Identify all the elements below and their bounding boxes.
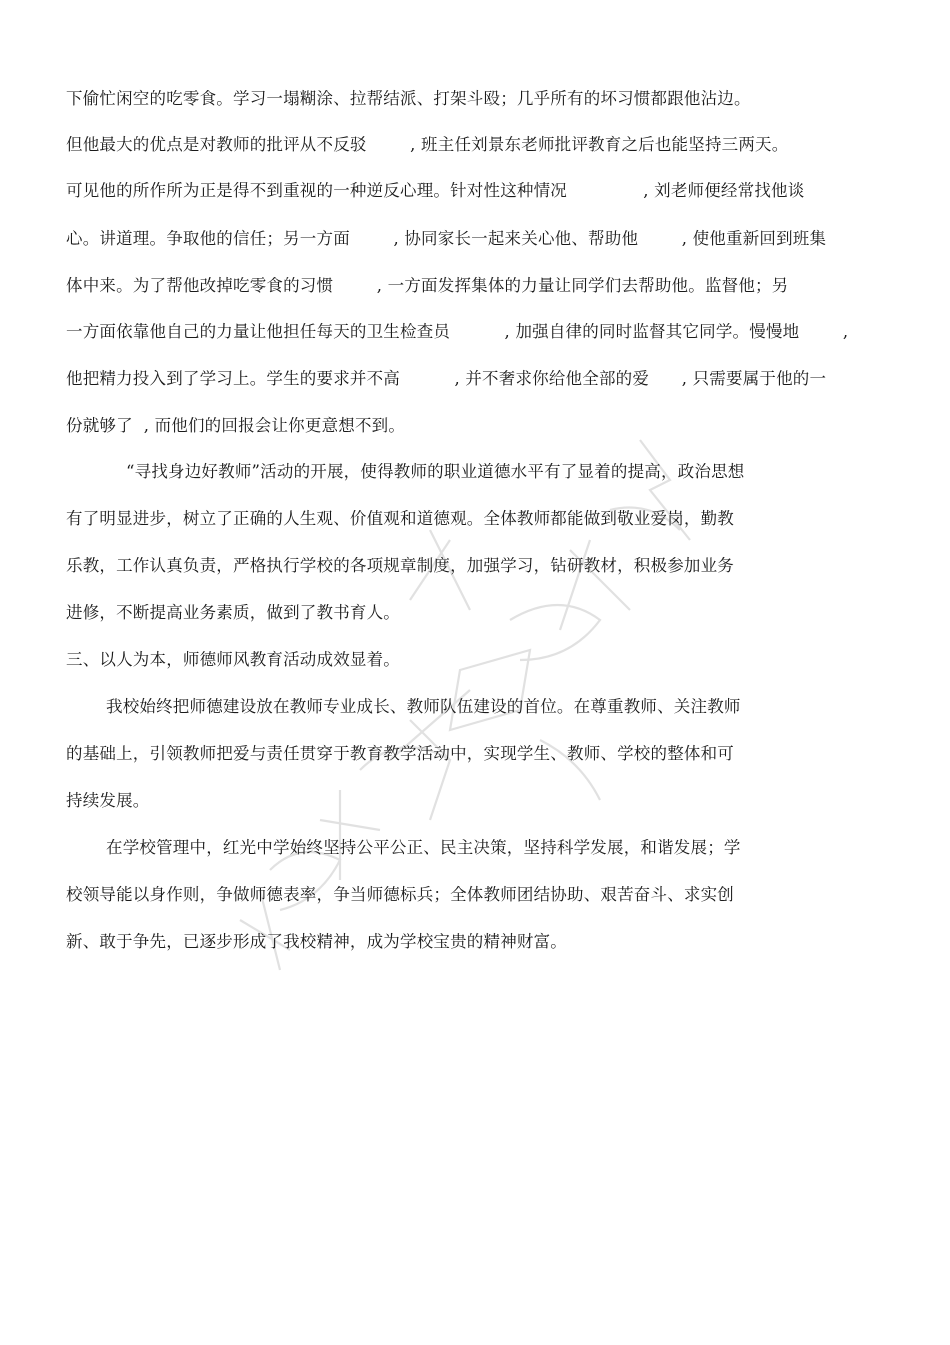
text-line: 下偷忙闲空的吃零食。学习一塌糊涂、拉帮结派、打架斗殴；几乎所有的坏习惯都跟他沾边。	[66, 89, 751, 108]
text-line: 体中来。为了帮他改掉吃零食的习惯 , 一方面发挥集体的力量让同学们去帮助他。监督他；另	[66, 276, 789, 295]
paragraph-start-line: 在学校管理中，红光中学始终坚持公平公正、民主决策，坚持科学发展，和谐发展；学	[106, 838, 741, 857]
paragraph-start-line: 我校始终把师德建设放在教师专业成长、教师队伍建设的首位。在尊重教师、关注教师	[106, 697, 741, 716]
text-line: 份就够了 , 而他们的回报会让你更意想不到。	[66, 416, 406, 435]
text-line: 有了明显进步，树立了正确的人生观、价值观和道德观。全体教师都能做到敬业爱岗，勤教	[66, 509, 734, 528]
text-line: 他把精力投入到了学习上。学生的要求并不高 , 并不奢求你给他全部的爱 , 只需要属于他的一	[66, 369, 827, 388]
text-line: 校领导能以身作则，争做师德表率，争当师德标兵；全体教师团结协助、艰苦奋斗、求实创	[66, 885, 734, 904]
section-heading: 三、以人为本，师德师风教育活动成效显着。	[66, 650, 400, 669]
paragraph-start-line: “寻找身边好教师”活动的开展，使得教师的职业道德水平有了显着的提高，政治思想	[126, 462, 745, 481]
text-line: 新、敢于争先，已逐步形成了我校精神，成为学校宝贵的精神财富。	[66, 932, 567, 951]
text-line: 持续发展。	[66, 791, 150, 810]
text-line: 可见他的所作所为正是得不到重视的一种逆反心理。针对性这种情况 , 刘老师便经常找他谈	[66, 181, 805, 200]
text-line: 心。讲道理。争取他的信任；另一方面 , 协同家长一起来关心他、帮助他 , 使他重新回到班集	[66, 229, 827, 248]
text-line: 但他最大的优点是对教师的批评从不反驳 , 班主任刘景东老师批评教育之后也能坚持三两天。	[66, 135, 789, 154]
text-line: 一方面依靠他自己的力量让他担任每天的卫生检查员 , 加强自律的同时监督其它同学。慢慢地 ,	[66, 322, 849, 341]
text-line: 乐教，工作认真负责，严格执行学校的各项规章制度，加强学习，钻研教材，积极参加业务	[66, 556, 734, 575]
text-line: 的基础上，引领教师把爱与责任贯穿于教育教学活动中，实现学生、教师、学校的整体和可	[66, 744, 734, 763]
text-line: 进修，不断提高业务素质，做到了教书育人。	[66, 603, 400, 622]
